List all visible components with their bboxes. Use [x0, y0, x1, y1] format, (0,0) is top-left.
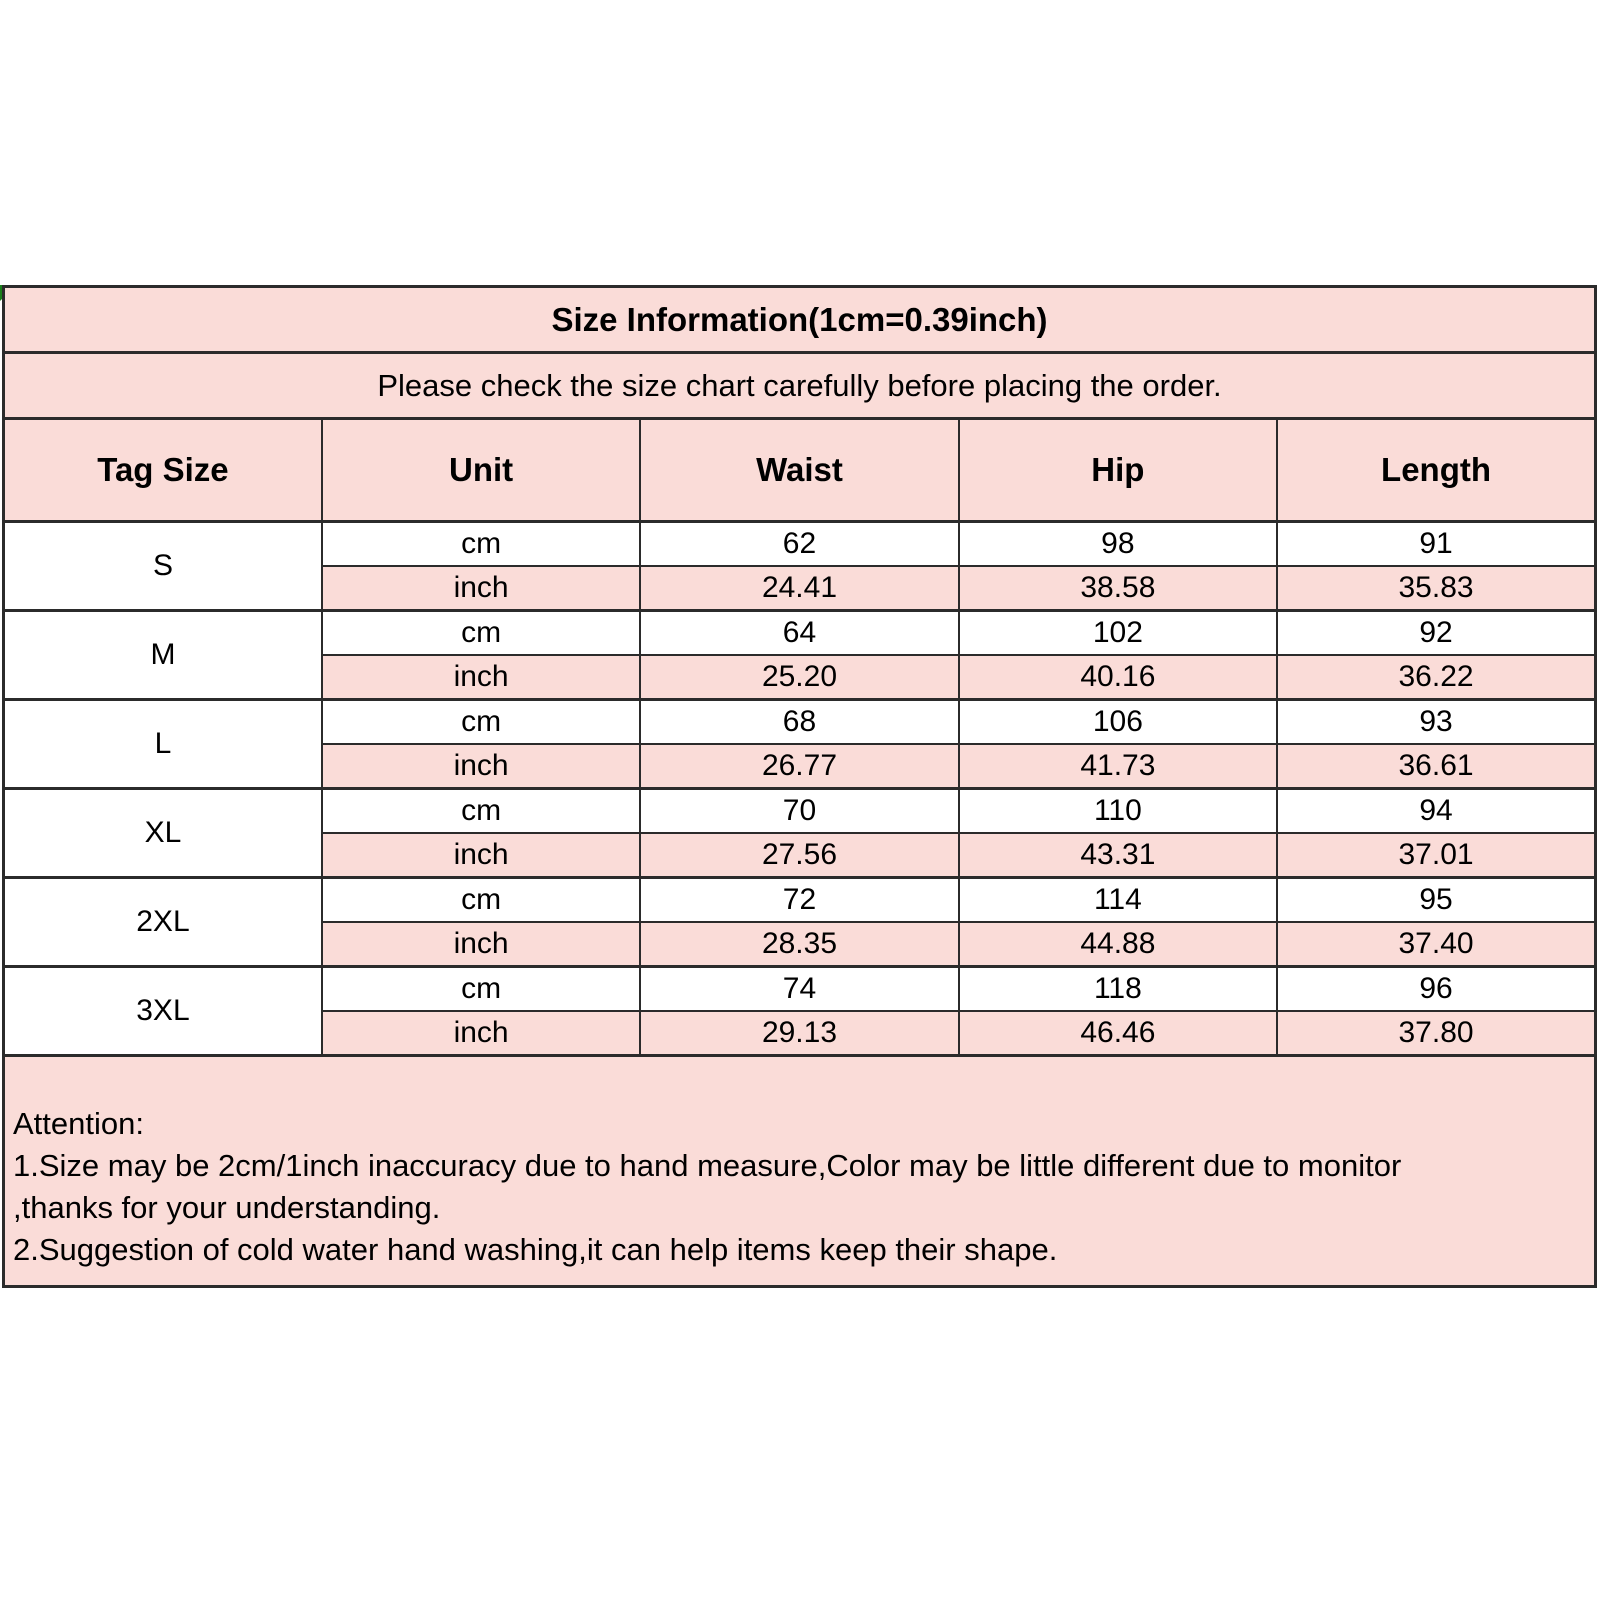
unit-label-inch: inch [322, 1011, 640, 1056]
table-header-row [4, 419, 1596, 522]
col-header-unit: Unit [322, 419, 640, 522]
unit-label-cm: cm [322, 967, 640, 1012]
size-tag-3xl: 3XL [4, 967, 322, 1056]
attention-line: 2.Suggestion of cold water hand washing,it can help items keep their shape. [13, 1232, 1058, 1267]
value-s-length-cm: 91 [1277, 522, 1595, 567]
value-l-hip-cm: 106 [959, 700, 1277, 745]
table-subtitle: Please check the size chart carefully before placing the order. [4, 353, 1596, 419]
size-tag-m: M [4, 611, 322, 700]
table-row [4, 611, 1596, 656]
table-row [4, 878, 1596, 923]
table-row [4, 287, 1596, 353]
value-2xl-hip-cm: 114 [959, 878, 1277, 923]
col-header-tag-size: Tag Size [4, 419, 322, 522]
value-l-hip-inch: 41.73 [959, 744, 1277, 789]
size-tag-xl: XL [4, 789, 322, 878]
value-m-length-cm: 92 [1277, 611, 1595, 656]
table-row [4, 1056, 1596, 1287]
value-m-waist-cm: 64 [640, 611, 958, 656]
value-2xl-length-cm: 95 [1277, 878, 1595, 923]
value-2xl-waist-inch: 28.35 [640, 922, 958, 967]
value-s-waist-inch: 24.41 [640, 566, 958, 611]
value-3xl-length-cm: 96 [1277, 967, 1595, 1012]
table-row [4, 353, 1596, 419]
value-2xl-length-inch: 37.40 [1277, 922, 1595, 967]
value-m-length-inch: 36.22 [1277, 655, 1595, 700]
table-row [4, 700, 1596, 745]
value-3xl-length-inch: 37.80 [1277, 1011, 1595, 1056]
unit-label-inch: inch [322, 744, 640, 789]
value-2xl-waist-cm: 72 [640, 878, 958, 923]
value-l-length-inch: 36.61 [1277, 744, 1595, 789]
attention-note [4, 1056, 1596, 1287]
unit-label-cm: cm [322, 700, 640, 745]
value-xl-length-cm: 94 [1277, 789, 1595, 834]
unit-label-inch: inch [322, 833, 640, 878]
unit-label-cm: cm [322, 789, 640, 834]
value-m-hip-inch: 40.16 [959, 655, 1277, 700]
value-xl-waist-inch: 27.56 [640, 833, 958, 878]
value-xl-hip-inch: 43.31 [959, 833, 1277, 878]
value-s-length-inch: 35.83 [1277, 566, 1595, 611]
col-header-hip: Hip [959, 419, 1277, 522]
value-s-hip-cm: 98 [959, 522, 1277, 567]
value-xl-length-inch: 37.01 [1277, 833, 1595, 878]
value-l-waist-cm: 68 [640, 700, 958, 745]
size-tag-l: L [4, 700, 322, 789]
unit-label-inch: inch [322, 922, 640, 967]
unit-label-cm: cm [322, 878, 640, 923]
size-tag-2xl: 2XL [4, 878, 322, 967]
unit-label-cm: cm [322, 611, 640, 656]
value-xl-hip-cm: 110 [959, 789, 1277, 834]
col-header-waist: Waist [640, 419, 958, 522]
unit-label-cm: cm [322, 522, 640, 567]
unit-label-inch: inch [322, 566, 640, 611]
attention-line: ,thanks for your understanding. [13, 1190, 441, 1225]
value-m-hip-cm: 102 [959, 611, 1277, 656]
value-3xl-hip-inch: 46.46 [959, 1011, 1277, 1056]
value-l-waist-inch: 26.77 [640, 744, 958, 789]
value-m-waist-inch: 25.20 [640, 655, 958, 700]
value-s-hip-inch: 38.58 [959, 566, 1277, 611]
table-row [4, 967, 1596, 1012]
table-row [4, 522, 1596, 567]
value-3xl-hip-cm: 118 [959, 967, 1277, 1012]
value-l-length-cm: 93 [1277, 700, 1595, 745]
size-chart-table [2, 285, 1597, 1288]
attention-heading: Attention: [13, 1106, 144, 1141]
value-s-waist-cm: 62 [640, 522, 958, 567]
value-2xl-hip-inch: 44.88 [959, 922, 1277, 967]
value-xl-waist-cm: 70 [640, 789, 958, 834]
table-title: Size Information(1cm=0.39inch) [4, 287, 1596, 353]
value-3xl-waist-cm: 74 [640, 967, 958, 1012]
col-header-length: Length [1277, 419, 1595, 522]
size-tag-s: S [4, 522, 322, 611]
value-3xl-waist-inch: 29.13 [640, 1011, 958, 1056]
attention-line: 1.Size may be 2cm/1inch inaccuracy due to hand measure,Color may be little different due to monitor [13, 1148, 1402, 1183]
unit-label-inch: inch [322, 655, 640, 700]
table-row [4, 789, 1596, 834]
